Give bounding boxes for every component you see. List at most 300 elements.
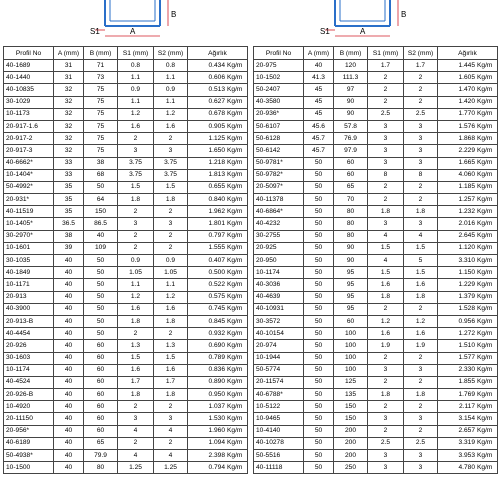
a-mm-cell: 50 bbox=[304, 389, 334, 401]
a-mm-cell: 40 bbox=[54, 303, 84, 315]
weight-value: 1.576 bbox=[458, 122, 475, 130]
weight-cell bbox=[438, 72, 498, 84]
b-mm-cell: 90 bbox=[334, 242, 368, 254]
weight-cell bbox=[188, 242, 248, 254]
profile-no-cell: 10-1405* bbox=[4, 218, 54, 230]
profile-no-cell: 50-5774 bbox=[254, 364, 304, 376]
dimension-label-b: B bbox=[171, 10, 177, 19]
table-row bbox=[4, 425, 248, 437]
b-mm-cell: 60 bbox=[84, 364, 118, 376]
weight-value: 1.420 bbox=[458, 98, 475, 106]
table-row bbox=[4, 72, 248, 84]
a-mm-cell: 40 bbox=[54, 267, 84, 279]
b-mm-cell: 150 bbox=[334, 413, 368, 425]
table-row bbox=[254, 120, 498, 132]
weight-value: 1.125 bbox=[208, 134, 225, 142]
weight-cell bbox=[188, 413, 248, 425]
table-row bbox=[254, 181, 498, 193]
a-mm-cell: 50 bbox=[304, 157, 334, 169]
profile-no-cell: 20-913-B bbox=[4, 315, 54, 327]
s1-mm-cell: 1.6 bbox=[368, 328, 404, 340]
weight-value: 0.950 bbox=[208, 390, 225, 398]
weight-value: 1.120 bbox=[458, 244, 475, 252]
weight-cell bbox=[188, 181, 248, 193]
column-header: S1 (mm) bbox=[118, 47, 154, 60]
weight-unit: Kg/m bbox=[227, 390, 243, 398]
weight-unit: Kg/m bbox=[477, 439, 493, 447]
a-mm-cell: 40 bbox=[54, 462, 84, 474]
weight-cell bbox=[438, 84, 498, 96]
table-row bbox=[254, 133, 498, 145]
b-mm-cell: 111.3 bbox=[334, 72, 368, 84]
a-mm-cell: 40 bbox=[54, 413, 84, 425]
profile-no-cell: 10-1404* bbox=[4, 169, 54, 181]
table-row bbox=[254, 206, 498, 218]
s1-mm-cell: 3 bbox=[368, 120, 404, 132]
weight-cell bbox=[438, 364, 498, 376]
weight-value: 0.745 bbox=[208, 305, 225, 313]
weight-value: 1.272 bbox=[458, 329, 475, 337]
s2-mm-cell: 1.25 bbox=[154, 462, 188, 474]
b-mm-cell: 57.8 bbox=[334, 120, 368, 132]
weight-cell bbox=[188, 279, 248, 291]
weight-value: 0.627 bbox=[208, 98, 225, 106]
b-mm-cell: 60 bbox=[334, 157, 368, 169]
table-row bbox=[254, 157, 498, 169]
a-mm-cell: 40 bbox=[54, 401, 84, 413]
table-row bbox=[254, 108, 498, 120]
a-mm-cell: 50 bbox=[304, 352, 334, 364]
b-mm-cell: 65 bbox=[84, 437, 118, 449]
b-mm-cell: 90 bbox=[334, 108, 368, 120]
column-header: Profil No bbox=[254, 47, 304, 60]
b-mm-cell: 38 bbox=[84, 157, 118, 169]
weight-unit: Kg/m bbox=[477, 378, 493, 386]
s2-mm-cell: 5 bbox=[404, 255, 438, 267]
table-row bbox=[4, 413, 248, 425]
a-mm-cell: 32 bbox=[54, 108, 84, 120]
s1-mm-cell: 1.8 bbox=[118, 389, 154, 401]
profile-no-cell: 20-913 bbox=[4, 291, 54, 303]
weight-value: 0.690 bbox=[208, 341, 225, 349]
a-mm-cell: 40 bbox=[54, 376, 84, 388]
weight-cell bbox=[188, 328, 248, 340]
weight-value: 0.575 bbox=[208, 293, 225, 301]
weight-value: 1.962 bbox=[208, 207, 225, 215]
weight-cell bbox=[188, 120, 248, 132]
s2-mm-cell: 1.2 bbox=[404, 315, 438, 327]
profile-no-cell: 30-3572 bbox=[254, 315, 304, 327]
profile-no-cell: 40-3900 bbox=[4, 303, 54, 315]
b-mm-cell: 95 bbox=[334, 303, 368, 315]
s1-mm-cell: 4 bbox=[368, 230, 404, 242]
weight-unit: Kg/m bbox=[227, 183, 243, 191]
a-mm-cell: 40 bbox=[54, 279, 84, 291]
b-mm-cell: 60 bbox=[84, 389, 118, 401]
u-profile-diagram-right bbox=[300, 0, 430, 44]
a-mm-cell: 32 bbox=[54, 96, 84, 108]
weight-cell bbox=[438, 230, 498, 242]
b-mm-cell: 109 bbox=[84, 242, 118, 254]
b-mm-cell: 90 bbox=[334, 255, 368, 267]
b-mm-cell: 60 bbox=[84, 413, 118, 425]
table-row bbox=[254, 242, 498, 254]
table-row bbox=[254, 194, 498, 206]
s1-mm-cell: 3 bbox=[368, 145, 404, 157]
table-row bbox=[254, 291, 498, 303]
s2-mm-cell: 3 bbox=[154, 145, 188, 157]
s2-mm-cell: 1.5 bbox=[154, 181, 188, 193]
weight-cell bbox=[188, 60, 248, 72]
profile-no-cell: 10-1174 bbox=[4, 364, 54, 376]
weight-cell bbox=[188, 108, 248, 120]
weight-cell bbox=[438, 315, 498, 327]
table-row bbox=[4, 303, 248, 315]
profile-no-cell: 10-5122 bbox=[254, 401, 304, 413]
a-mm-cell: 32 bbox=[54, 145, 84, 157]
weight-value: 1.528 bbox=[458, 305, 475, 313]
weight-cell bbox=[188, 315, 248, 327]
weight-unit: Kg/m bbox=[477, 427, 493, 435]
s1-mm-cell: 2.5 bbox=[368, 437, 404, 449]
weight-unit: Kg/m bbox=[477, 451, 493, 459]
profile-no-cell: 20-931* bbox=[4, 194, 54, 206]
weight-value: 1.037 bbox=[208, 402, 225, 410]
a-mm-cell: 39 bbox=[54, 242, 84, 254]
profile-no-cell: 10-1601 bbox=[4, 242, 54, 254]
weight-cell bbox=[188, 437, 248, 449]
weight-value: 1.813 bbox=[208, 171, 225, 179]
weight-value: 0.932 bbox=[208, 329, 225, 337]
weight-cell bbox=[438, 291, 498, 303]
b-mm-cell: 120 bbox=[334, 60, 368, 72]
s2-mm-cell: 1.05 bbox=[154, 267, 188, 279]
weight-unit: Kg/m bbox=[477, 61, 493, 69]
weight-cell bbox=[188, 267, 248, 279]
weight-value: 1.150 bbox=[458, 268, 475, 276]
s1-mm-cell: 1.3 bbox=[118, 340, 154, 352]
b-mm-cell: 80 bbox=[334, 206, 368, 218]
a-mm-cell: 40 bbox=[54, 364, 84, 376]
weight-value: 4.780 bbox=[458, 463, 475, 471]
profile-no-cell: 40-6189 bbox=[4, 437, 54, 449]
weight-value: 1.470 bbox=[458, 85, 475, 93]
a-mm-cell: 50 bbox=[304, 291, 334, 303]
profile-no-cell: 20-974 bbox=[254, 340, 304, 352]
weight-unit: Kg/m bbox=[227, 451, 243, 459]
weight-value: 1.605 bbox=[458, 73, 475, 81]
profile-no-cell: 40-10835 bbox=[4, 84, 54, 96]
weight-unit: Kg/m bbox=[477, 268, 493, 276]
s1-mm-cell: 2 bbox=[368, 303, 404, 315]
b-mm-cell: 100 bbox=[334, 340, 368, 352]
table-row bbox=[254, 437, 498, 449]
weight-cell bbox=[438, 218, 498, 230]
weight-value: 3.154 bbox=[458, 415, 475, 423]
weight-unit: Kg/m bbox=[227, 354, 243, 362]
s2-mm-cell: 2 bbox=[154, 401, 188, 413]
weight-unit: Kg/m bbox=[477, 110, 493, 118]
table-row bbox=[4, 315, 248, 327]
weight-unit: Kg/m bbox=[477, 256, 493, 264]
a-mm-cell: 45.7 bbox=[304, 145, 334, 157]
b-mm-cell: 50 bbox=[84, 181, 118, 193]
s1-mm-cell: 1.8 bbox=[368, 291, 404, 303]
weight-value: 1.855 bbox=[458, 378, 475, 386]
column-header: S2 (mm) bbox=[154, 47, 188, 60]
a-mm-cell: 41.3 bbox=[304, 72, 334, 84]
s2-mm-cell: 2 bbox=[154, 230, 188, 242]
s1-mm-cell: 2 bbox=[368, 194, 404, 206]
weight-unit: Kg/m bbox=[477, 98, 493, 106]
s1-mm-cell: 1.5 bbox=[118, 181, 154, 193]
table-row bbox=[254, 279, 498, 291]
s2-mm-cell: 1.1 bbox=[154, 72, 188, 84]
weight-unit: Kg/m bbox=[227, 159, 243, 167]
b-mm-cell: 50 bbox=[84, 291, 118, 303]
weight-unit: Kg/m bbox=[227, 122, 243, 130]
dimension-label-a: A bbox=[360, 27, 366, 36]
table-row bbox=[4, 157, 248, 169]
weight-cell bbox=[438, 60, 498, 72]
weight-unit: Kg/m bbox=[227, 134, 243, 142]
table-row bbox=[254, 389, 498, 401]
a-mm-cell: 32 bbox=[54, 84, 84, 96]
profile-no-cell: 50-4992* bbox=[4, 181, 54, 193]
weight-unit: Kg/m bbox=[477, 232, 493, 240]
a-mm-cell: 40 bbox=[54, 389, 84, 401]
a-mm-cell: 40 bbox=[54, 425, 84, 437]
s2-mm-cell: 3 bbox=[154, 218, 188, 230]
weight-unit: Kg/m bbox=[227, 280, 243, 288]
weight-unit: Kg/m bbox=[227, 366, 243, 374]
weight-unit: Kg/m bbox=[227, 463, 243, 471]
s1-mm-cell: 2 bbox=[368, 425, 404, 437]
a-mm-cell: 50 bbox=[304, 376, 334, 388]
weight-unit: Kg/m bbox=[227, 256, 243, 264]
weight-value: 0.905 bbox=[208, 122, 225, 130]
profile-no-cell: 30-2755 bbox=[254, 230, 304, 242]
b-mm-cell: 150 bbox=[334, 401, 368, 413]
s1-mm-cell: 1.7 bbox=[368, 60, 404, 72]
weight-cell bbox=[188, 450, 248, 462]
weight-cell bbox=[438, 133, 498, 145]
s1-mm-cell: 2 bbox=[118, 328, 154, 340]
s2-mm-cell: 2 bbox=[404, 401, 438, 413]
table-row bbox=[254, 267, 498, 279]
table-row bbox=[254, 401, 498, 413]
b-mm-cell: 60 bbox=[84, 425, 118, 437]
weight-cell bbox=[438, 340, 498, 352]
profile-no-cell: 40-4524 bbox=[4, 376, 54, 388]
dimension-label-s1: S1 bbox=[90, 27, 100, 36]
s1-mm-cell: 4 bbox=[118, 450, 154, 462]
weight-cell bbox=[188, 84, 248, 96]
a-mm-cell: 50 bbox=[304, 218, 334, 230]
table-row bbox=[4, 60, 248, 72]
weight-unit: Kg/m bbox=[227, 232, 243, 240]
table-row bbox=[254, 352, 498, 364]
s2-mm-cell: 1.6 bbox=[154, 120, 188, 132]
s1-mm-cell: 1.25 bbox=[118, 462, 154, 474]
weight-unit: Kg/m bbox=[227, 61, 243, 69]
weight-cell bbox=[438, 303, 498, 315]
table-row bbox=[254, 255, 498, 267]
b-mm-cell: 125 bbox=[334, 376, 368, 388]
weight-value: 3.319 bbox=[458, 439, 475, 447]
table-row bbox=[4, 376, 248, 388]
dimension-label-b: B bbox=[401, 10, 407, 19]
table-row bbox=[4, 206, 248, 218]
table-header-row bbox=[254, 47, 498, 60]
table-row bbox=[4, 352, 248, 364]
weight-unit: Kg/m bbox=[227, 305, 243, 313]
s1-mm-cell: 1.1 bbox=[118, 96, 154, 108]
s2-mm-cell: 2 bbox=[154, 133, 188, 145]
s2-mm-cell: 4 bbox=[154, 450, 188, 462]
weight-cell bbox=[438, 108, 498, 120]
b-mm-cell: 50 bbox=[84, 279, 118, 291]
weight-unit: Kg/m bbox=[227, 98, 243, 106]
a-mm-cell: 50 bbox=[304, 242, 334, 254]
b-mm-cell: 50 bbox=[84, 267, 118, 279]
weight-unit: Kg/m bbox=[477, 463, 493, 471]
s1-mm-cell: 2 bbox=[368, 181, 404, 193]
s1-mm-cell: 2 bbox=[118, 133, 154, 145]
table-row bbox=[4, 279, 248, 291]
weight-unit: Kg/m bbox=[477, 122, 493, 130]
profile-no-cell: 30-2970* bbox=[4, 230, 54, 242]
table-row bbox=[4, 242, 248, 254]
profile-no-cell: 40-10278 bbox=[254, 437, 304, 449]
table-row bbox=[4, 267, 248, 279]
weight-cell bbox=[438, 450, 498, 462]
s1-mm-cell: 4 bbox=[368, 255, 404, 267]
weight-unit: Kg/m bbox=[227, 378, 243, 386]
profile-no-cell: 20-917-2 bbox=[4, 133, 54, 145]
profile-no-cell: 20-975 bbox=[254, 60, 304, 72]
b-mm-cell: 100 bbox=[334, 352, 368, 364]
table-row bbox=[254, 230, 498, 242]
weight-value: 1.445 bbox=[458, 61, 475, 69]
weight-value: 0.794 bbox=[208, 463, 225, 471]
weight-unit: Kg/m bbox=[477, 341, 493, 349]
a-mm-cell: 31 bbox=[54, 60, 84, 72]
s1-mm-cell: 2 bbox=[368, 376, 404, 388]
weight-unit: Kg/m bbox=[477, 293, 493, 301]
s2-mm-cell: 2 bbox=[404, 181, 438, 193]
weight-value: 2.016 bbox=[458, 220, 475, 228]
b-mm-cell: 40 bbox=[84, 230, 118, 242]
s2-mm-cell: 3 bbox=[404, 450, 438, 462]
weight-value: 1.801 bbox=[208, 220, 225, 228]
weight-cell bbox=[438, 145, 498, 157]
weight-value: 4.060 bbox=[458, 171, 475, 179]
a-mm-cell: 40 bbox=[54, 352, 84, 364]
s2-mm-cell: 1.8 bbox=[404, 291, 438, 303]
a-mm-cell: 45.7 bbox=[304, 133, 334, 145]
weight-unit: Kg/m bbox=[477, 220, 493, 228]
table-row bbox=[4, 462, 248, 474]
s1-mm-cell: 2 bbox=[368, 352, 404, 364]
s2-mm-cell: 1.1 bbox=[154, 96, 188, 108]
profile-no-cell: 20-950 bbox=[254, 255, 304, 267]
a-mm-cell: 50 bbox=[304, 425, 334, 437]
weight-value: 0.655 bbox=[208, 183, 225, 191]
weight-cell bbox=[438, 413, 498, 425]
table-row bbox=[254, 462, 498, 474]
profile-no-cell: 40-1689 bbox=[4, 60, 54, 72]
s1-mm-cell: 2 bbox=[118, 437, 154, 449]
profile-no-cell: 20-917-1.6 bbox=[4, 120, 54, 132]
table-row bbox=[4, 108, 248, 120]
b-mm-cell: 68 bbox=[84, 169, 118, 181]
s1-mm-cell: 1.5 bbox=[368, 267, 404, 279]
s2-mm-cell: 3 bbox=[404, 145, 438, 157]
weight-value: 1.094 bbox=[208, 439, 225, 447]
b-mm-cell: 95 bbox=[334, 267, 368, 279]
profile-no-cell: 30-1603 bbox=[4, 352, 54, 364]
weight-cell bbox=[188, 169, 248, 181]
u-profile-drawing bbox=[70, 0, 200, 44]
profile-no-cell: 40-6864* bbox=[254, 206, 304, 218]
profile-no-cell: 30-1029 bbox=[4, 96, 54, 108]
profile-no-cell: 50-6142 bbox=[254, 145, 304, 157]
s2-mm-cell: 1.3 bbox=[154, 340, 188, 352]
weight-cell bbox=[188, 255, 248, 267]
profile-no-cell: 20-917-3 bbox=[4, 145, 54, 157]
weight-value: 0.678 bbox=[208, 110, 225, 118]
s2-mm-cell: 1.6 bbox=[404, 328, 438, 340]
profile-no-cell: 40-3036 bbox=[254, 279, 304, 291]
profile-no-cell: 40-10931 bbox=[254, 303, 304, 315]
a-mm-cell: 35 bbox=[54, 206, 84, 218]
s1-mm-cell: 2 bbox=[118, 242, 154, 254]
s1-mm-cell: 3 bbox=[368, 413, 404, 425]
table-row bbox=[254, 60, 498, 72]
s1-mm-cell: 1.7 bbox=[118, 376, 154, 388]
table-row bbox=[4, 133, 248, 145]
weight-value: 2.657 bbox=[458, 427, 475, 435]
a-mm-cell: 33 bbox=[54, 169, 84, 181]
weight-unit: Kg/m bbox=[227, 415, 243, 423]
b-mm-cell: 97.9 bbox=[334, 145, 368, 157]
weight-unit: Kg/m bbox=[477, 73, 493, 81]
weight-unit: Kg/m bbox=[227, 439, 243, 447]
weight-cell bbox=[188, 206, 248, 218]
s1-mm-cell: 2 bbox=[368, 401, 404, 413]
profile-no-cell: 40-11118 bbox=[254, 462, 304, 474]
weight-value: 1.218 bbox=[208, 159, 225, 167]
s2-mm-cell: 2 bbox=[404, 352, 438, 364]
column-header: Profil No bbox=[4, 47, 54, 60]
s1-mm-cell: 1.2 bbox=[118, 291, 154, 303]
weight-cell bbox=[188, 352, 248, 364]
a-mm-cell: 50 bbox=[304, 303, 334, 315]
profile-no-cell: 40-6788* bbox=[254, 389, 304, 401]
weight-cell bbox=[188, 376, 248, 388]
s1-mm-cell: 3 bbox=[118, 145, 154, 157]
profile-no-cell: 20-11574 bbox=[254, 376, 304, 388]
s1-mm-cell: 3 bbox=[118, 413, 154, 425]
weight-unit: Kg/m bbox=[227, 329, 243, 337]
s2-mm-cell: 2 bbox=[404, 72, 438, 84]
b-mm-cell: 100 bbox=[334, 364, 368, 376]
s2-mm-cell: 1.8 bbox=[404, 206, 438, 218]
column-header: Ağırlık bbox=[188, 47, 248, 60]
a-mm-cell: 45 bbox=[304, 84, 334, 96]
a-mm-cell: 50 bbox=[304, 169, 334, 181]
